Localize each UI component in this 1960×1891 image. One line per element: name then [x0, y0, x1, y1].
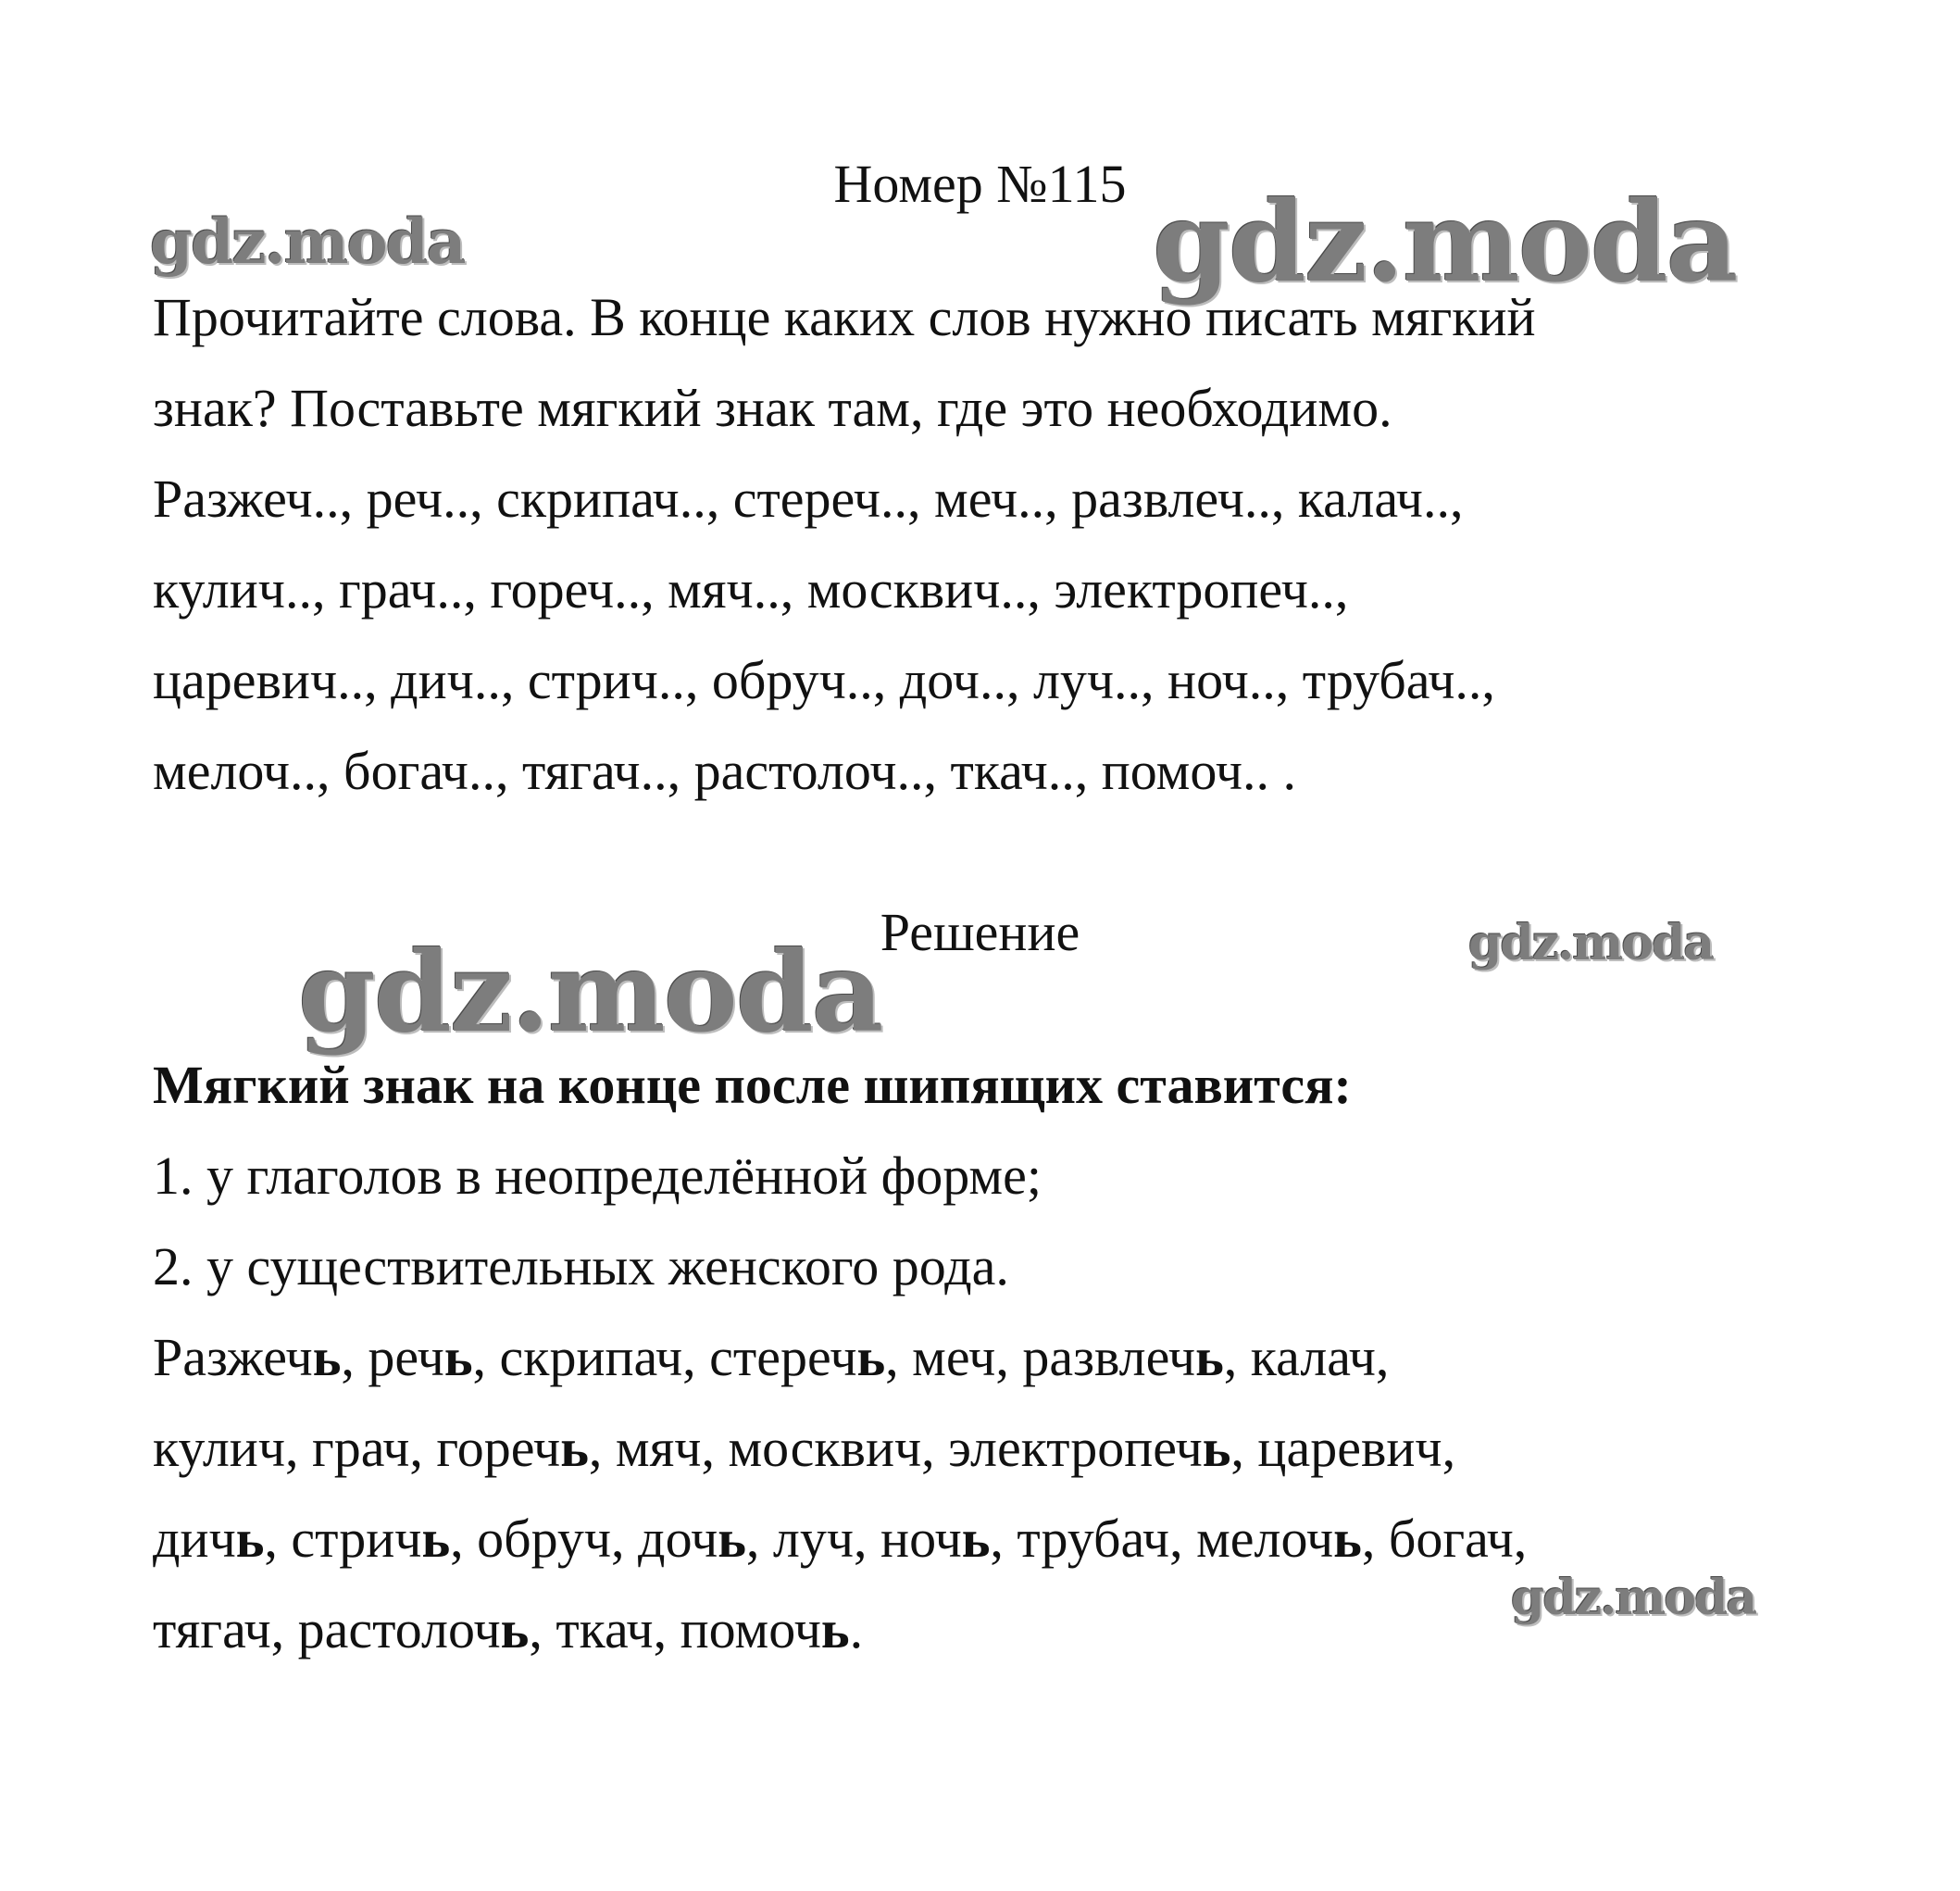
exercise-title-text: Номер №115 [833, 154, 1127, 214]
task-line: знак? Поставьте мягкий знак там, где это необходимо. [153, 378, 1392, 438]
solution-title: Решение [880, 902, 1080, 962]
rule-item-1: 1. у глаголов в неопределённой форме; [153, 1146, 1042, 1206]
watermark-logo: gdz.moda [150, 206, 465, 278]
answer-line: Разжечь, речь, скрипач, стеречь, меч, развлечь, калач, [153, 1327, 1390, 1387]
task-line: Разжеч.., реч.., скрипач.., стереч.., меч.., развлеч.., калач.., [153, 469, 1464, 529]
watermark-logo: gdz.moda [1468, 915, 1714, 971]
watermark-logo: gdz.moda [1153, 177, 1737, 307]
task-line: царевич.., дич.., стрич.., обруч.., доч.., луч.., ноч.., трубач.., [153, 650, 1495, 710]
rule-item-2: 2. у существительных женского рода. [153, 1236, 1009, 1296]
task-line: мелоч.., богач.., тягач.., растолоч.., ткач.., помоч.. . [153, 741, 1297, 801]
rule-heading: Мягкий знак на конце после шипящих ставится: [153, 1055, 1352, 1115]
exercise-title [0, 154, 1960, 214]
answer-line: тягач, растолочь, ткач, помочь. [153, 1599, 864, 1659]
task-line: кулич.., грач.., гореч.., мяч.., москвич.., электропеч.., [153, 559, 1349, 620]
solution-text [153, 1040, 1838, 1675]
task-text [153, 272, 1838, 817]
watermark-logo: gdz.moda [1511, 1570, 1756, 1626]
answer-line: дичь, стричь, обруч, дочь, луч, ночь, трубач, мелочь, богач, [153, 1509, 1528, 1569]
task-line: Прочитайте слова. В конце каких слов нужно писать мягкий [153, 287, 1536, 347]
watermark-logo: gdz.moda [298, 927, 882, 1058]
answer-line: кулич, грач, горечь, мяч, москвич, электропечь, царевич, [153, 1418, 1456, 1478]
